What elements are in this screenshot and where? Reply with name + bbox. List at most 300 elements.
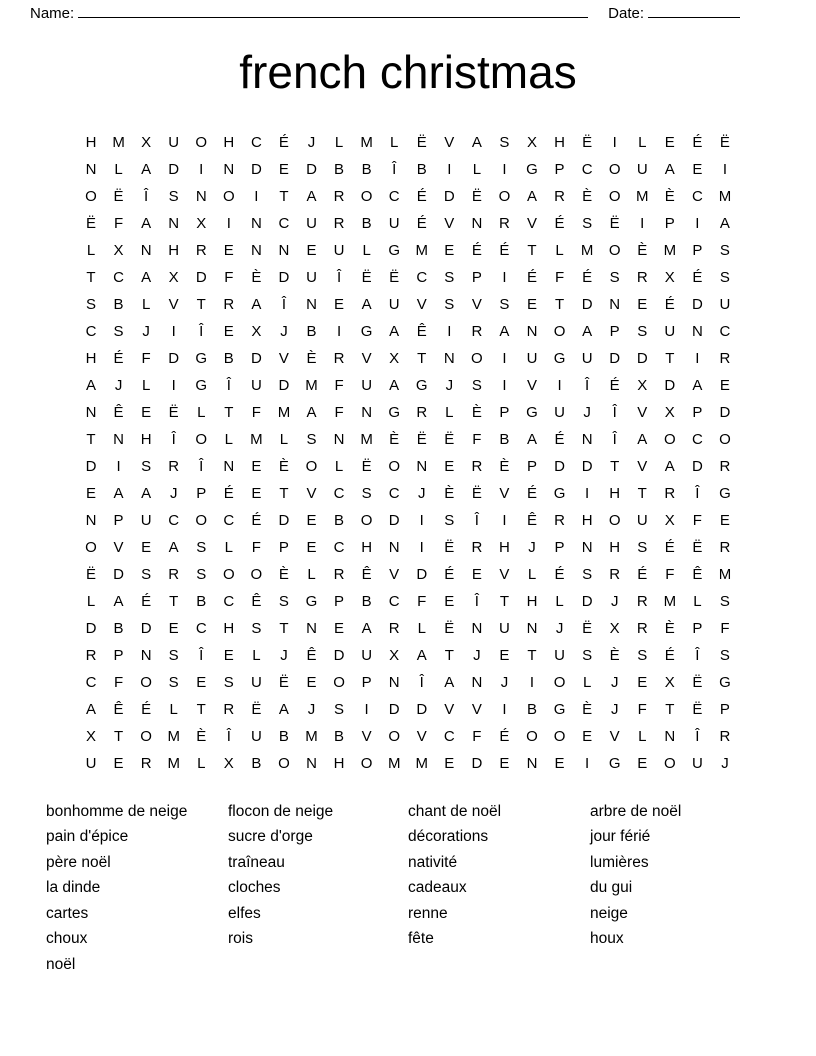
- grid-cell[interactable]: Î: [199, 457, 204, 475]
- grid-cell[interactable]: E: [85, 484, 96, 502]
- grid-cell[interactable]: E: [637, 673, 648, 691]
- grid-cell[interactable]: L: [334, 457, 344, 475]
- grid-cell[interactable]: T: [665, 700, 675, 718]
- grid-cell[interactable]: I: [722, 160, 728, 178]
- grid-cell[interactable]: È: [582, 700, 593, 718]
- word-list-item[interactable]: arbre de noël: [590, 802, 682, 820]
- grid-cell[interactable]: I: [585, 484, 590, 502]
- grid-cell[interactable]: I: [502, 376, 507, 394]
- grid-cell[interactable]: S: [168, 187, 179, 205]
- grid-cell[interactable]: A: [526, 430, 537, 448]
- grid-cell[interactable]: F: [472, 727, 482, 745]
- grid-cell[interactable]: M: [663, 592, 677, 610]
- grid-cell[interactable]: N: [85, 511, 97, 529]
- grid-cell[interactable]: Î: [695, 727, 700, 745]
- grid-cell[interactable]: V: [499, 565, 510, 583]
- grid-cell[interactable]: O: [140, 727, 152, 745]
- grid-cell[interactable]: Ê: [526, 511, 537, 529]
- grid-cell[interactable]: V: [609, 727, 620, 745]
- grid-cell[interactable]: S: [278, 592, 289, 610]
- grid-cell[interactable]: É: [223, 484, 234, 502]
- grid-cell[interactable]: S: [499, 295, 510, 313]
- word-list-item[interactable]: cartes: [46, 904, 89, 922]
- grid-cell[interactable]: V: [637, 457, 648, 475]
- grid-cell[interactable]: X: [664, 511, 675, 529]
- grid-cell[interactable]: I: [419, 538, 424, 556]
- grid-cell[interactable]: G: [719, 484, 731, 502]
- grid-cell[interactable]: S: [196, 565, 207, 583]
- grid-cell[interactable]: E: [692, 160, 703, 178]
- grid-cell[interactable]: P: [554, 538, 565, 556]
- grid-cell[interactable]: R: [554, 187, 565, 205]
- grid-cell[interactable]: Î: [281, 295, 287, 313]
- grid-cell[interactable]: N: [250, 214, 262, 232]
- grid-cell[interactable]: R: [168, 565, 180, 583]
- grid-cell[interactable]: U: [85, 754, 97, 772]
- grid-cell[interactable]: L: [417, 619, 426, 637]
- grid-cell[interactable]: Î: [585, 376, 590, 394]
- grid-cell[interactable]: A: [85, 376, 96, 394]
- grid-cell[interactable]: V: [416, 295, 427, 313]
- grid-cell[interactable]: E: [444, 592, 455, 610]
- grid-cell[interactable]: Ë: [85, 565, 96, 583]
- grid-cell[interactable]: P: [692, 241, 703, 259]
- grid-cell[interactable]: G: [553, 484, 566, 502]
- grid-cell[interactable]: C: [416, 268, 428, 286]
- grid-cell[interactable]: R: [609, 565, 621, 583]
- grid-cell[interactable]: E: [306, 673, 317, 691]
- grid-cell[interactable]: N: [361, 403, 373, 421]
- grid-cell[interactable]: N: [140, 241, 152, 259]
- grid-cell[interactable]: A: [113, 592, 124, 610]
- grid-cell[interactable]: H: [609, 484, 621, 502]
- grid-cell[interactable]: E: [223, 646, 234, 664]
- grid-cell[interactable]: Ê: [416, 322, 427, 340]
- grid-cell[interactable]: T: [610, 457, 620, 475]
- grid-cell[interactable]: S: [499, 133, 510, 151]
- grid-cell[interactable]: Ë: [471, 187, 482, 205]
- grid-cell[interactable]: B: [416, 160, 427, 178]
- grid-cell[interactable]: C: [388, 592, 400, 610]
- grid-cell[interactable]: C: [719, 322, 731, 340]
- grid-cell[interactable]: A: [389, 322, 400, 340]
- grid-cell[interactable]: I: [447, 160, 452, 178]
- grid-cell[interactable]: D: [388, 511, 400, 529]
- grid-cell[interactable]: N: [471, 673, 483, 691]
- grid-cell[interactable]: P: [554, 160, 565, 178]
- grid-cell[interactable]: U: [581, 349, 593, 367]
- grid-cell[interactable]: U: [250, 376, 262, 394]
- grid-cell[interactable]: A: [444, 673, 455, 691]
- grid-cell[interactable]: E: [113, 754, 124, 772]
- grid-cell[interactable]: A: [526, 187, 537, 205]
- grid-cell[interactable]: Ê: [113, 403, 124, 421]
- grid-cell[interactable]: S: [719, 592, 730, 610]
- grid-cell[interactable]: D: [554, 457, 565, 475]
- grid-cell[interactable]: S: [609, 268, 620, 286]
- grid-cell[interactable]: L: [224, 538, 233, 556]
- grid-cell[interactable]: C: [388, 484, 400, 502]
- grid-cell[interactable]: X: [637, 376, 648, 394]
- grid-cell[interactable]: A: [141, 268, 152, 286]
- grid-cell[interactable]: P: [113, 646, 124, 664]
- grid-cell[interactable]: V: [444, 133, 455, 151]
- grid-cell[interactable]: V: [526, 214, 537, 232]
- grid-cell[interactable]: C: [85, 322, 97, 340]
- grid-cell[interactable]: B: [334, 160, 345, 178]
- grid-cell[interactable]: D: [250, 160, 262, 178]
- grid-cell[interactable]: P: [196, 484, 207, 502]
- grid-cell[interactable]: D: [278, 376, 290, 394]
- grid-cell[interactable]: D: [333, 646, 345, 664]
- grid-cell[interactable]: M: [305, 727, 318, 745]
- grid-cell[interactable]: S: [85, 295, 96, 313]
- grid-cell[interactable]: A: [499, 322, 510, 340]
- grid-cell[interactable]: E: [141, 403, 152, 421]
- grid-cell[interactable]: O: [250, 565, 263, 583]
- grid-cell[interactable]: C: [168, 511, 180, 529]
- grid-cell[interactable]: Ë: [582, 133, 593, 151]
- grid-cell[interactable]: U: [361, 376, 373, 394]
- grid-cell[interactable]: U: [636, 511, 648, 529]
- grid-cell[interactable]: U: [168, 133, 180, 151]
- grid-cell[interactable]: N: [140, 646, 152, 664]
- grid-cell[interactable]: A: [692, 376, 703, 394]
- grid-cell[interactable]: G: [415, 376, 428, 394]
- grid-cell[interactable]: A: [278, 700, 289, 718]
- grid-cell[interactable]: O: [526, 727, 538, 745]
- grid-cell[interactable]: N: [168, 214, 180, 232]
- grid-cell[interactable]: N: [609, 295, 621, 313]
- grid-cell[interactable]: B: [361, 592, 372, 610]
- grid-cell[interactable]: U: [554, 403, 565, 421]
- grid-cell[interactable]: M: [305, 376, 318, 394]
- grid-cell[interactable]: R: [195, 241, 207, 259]
- grid-cell[interactable]: V: [526, 376, 537, 394]
- date-input-line[interactable]: [648, 4, 740, 18]
- grid-cell[interactable]: B: [526, 700, 537, 718]
- grid-cell[interactable]: L: [334, 133, 344, 151]
- grid-cell[interactable]: Î: [144, 187, 149, 205]
- grid-cell[interactable]: U: [306, 268, 317, 286]
- grid-cell[interactable]: N: [581, 538, 593, 556]
- grid-cell[interactable]: N: [664, 727, 676, 745]
- grid-cell[interactable]: I: [502, 700, 507, 718]
- grid-cell[interactable]: T: [554, 295, 565, 313]
- grid-cell[interactable]: Ë: [609, 214, 620, 232]
- grid-cell[interactable]: A: [251, 295, 262, 313]
- grid-cell[interactable]: V: [168, 295, 179, 313]
- grid-cell[interactable]: F: [334, 403, 344, 421]
- grid-cell[interactable]: E: [719, 376, 730, 394]
- grid-cell[interactable]: X: [113, 241, 124, 259]
- grid-cell[interactable]: Ë: [416, 430, 427, 448]
- grid-cell[interactable]: F: [637, 700, 647, 718]
- grid-cell[interactable]: R: [223, 295, 235, 313]
- word-list-item[interactable]: lumières: [590, 853, 649, 871]
- grid-cell[interactable]: G: [553, 700, 566, 718]
- grid-cell[interactable]: J: [610, 592, 619, 610]
- grid-cell[interactable]: F: [665, 565, 675, 583]
- grid-cell[interactable]: X: [168, 268, 179, 286]
- grid-cell[interactable]: X: [196, 214, 207, 232]
- grid-cell[interactable]: H: [223, 619, 235, 637]
- grid-cell[interactable]: D: [581, 457, 593, 475]
- grid-cell[interactable]: R: [636, 619, 648, 637]
- grid-cell[interactable]: Ë: [444, 430, 455, 448]
- grid-cell[interactable]: N: [278, 241, 290, 259]
- grid-cell[interactable]: B: [361, 214, 372, 232]
- grid-cell[interactable]: V: [278, 349, 289, 367]
- grid-cell[interactable]: U: [691, 754, 703, 772]
- grid-cell[interactable]: H: [581, 511, 593, 529]
- grid-cell[interactable]: N: [388, 538, 400, 556]
- grid-cell[interactable]: É: [141, 592, 152, 610]
- grid-cell[interactable]: Ê: [113, 700, 124, 718]
- grid-cell[interactable]: O: [222, 565, 235, 583]
- grid-cell[interactable]: B: [251, 754, 262, 772]
- grid-cell[interactable]: X: [609, 619, 620, 637]
- grid-cell[interactable]: O: [388, 727, 401, 745]
- grid-cell[interactable]: H: [85, 349, 97, 367]
- grid-cell[interactable]: T: [527, 646, 537, 664]
- grid-cell[interactable]: É: [141, 700, 152, 718]
- grid-cell[interactable]: X: [251, 322, 262, 340]
- grid-cell[interactable]: M: [360, 430, 373, 448]
- grid-cell[interactable]: Ë: [582, 619, 593, 637]
- grid-cell[interactable]: E: [637, 754, 648, 772]
- grid-cell[interactable]: J: [555, 619, 564, 637]
- grid-cell[interactable]: O: [195, 511, 208, 529]
- grid-cell[interactable]: C: [223, 592, 235, 610]
- grid-cell[interactable]: Ê: [361, 565, 372, 583]
- grid-cell[interactable]: A: [113, 484, 124, 502]
- grid-cell[interactable]: T: [499, 592, 510, 610]
- grid-cell[interactable]: I: [336, 322, 342, 340]
- grid-cell[interactable]: G: [526, 403, 538, 421]
- grid-cell[interactable]: C: [691, 430, 703, 448]
- grid-cell[interactable]: Î: [612, 430, 617, 448]
- grid-cell[interactable]: U: [306, 214, 317, 232]
- word-list-item[interactable]: chant de noël: [408, 802, 502, 820]
- grid-cell[interactable]: D: [471, 754, 483, 772]
- grid-cell[interactable]: Ê: [692, 565, 703, 583]
- grid-cell[interactable]: G: [195, 349, 208, 367]
- grid-cell[interactable]: I: [171, 376, 176, 394]
- grid-cell[interactable]: S: [251, 619, 262, 637]
- grid-cell[interactable]: C: [333, 538, 345, 556]
- grid-cell[interactable]: O: [388, 457, 401, 475]
- grid-cell[interactable]: E: [251, 457, 262, 475]
- grid-cell[interactable]: Î: [392, 160, 397, 178]
- grid-cell[interactable]: È: [389, 430, 400, 448]
- grid-cell[interactable]: L: [555, 241, 564, 259]
- grid-cell[interactable]: R: [719, 349, 731, 367]
- grid-cell[interactable]: P: [692, 403, 703, 421]
- grid-cell[interactable]: O: [360, 511, 373, 529]
- grid-cell[interactable]: I: [585, 754, 590, 772]
- grid-cell[interactable]: T: [279, 484, 289, 502]
- grid-cell[interactable]: O: [553, 673, 566, 691]
- grid-cell[interactable]: N: [85, 403, 97, 421]
- grid-cell[interactable]: J: [280, 322, 288, 340]
- grid-cell[interactable]: V: [637, 403, 648, 421]
- grid-cell[interactable]: I: [502, 349, 507, 367]
- grid-cell[interactable]: S: [361, 484, 372, 502]
- grid-cell[interactable]: R: [333, 349, 345, 367]
- grid-cell[interactable]: P: [719, 700, 730, 718]
- grid-cell[interactable]: O: [333, 673, 345, 691]
- grid-cell[interactable]: É: [251, 511, 262, 529]
- grid-cell[interactable]: G: [553, 349, 566, 367]
- grid-cell[interactable]: I: [695, 214, 700, 232]
- grid-cell[interactable]: M: [663, 241, 677, 259]
- grid-cell[interactable]: O: [719, 430, 731, 448]
- word-list-item[interactable]: bonhomme de neige: [46, 802, 188, 820]
- grid-cell[interactable]: Î: [336, 268, 342, 286]
- grid-cell[interactable]: D: [691, 295, 703, 313]
- grid-cell[interactable]: L: [197, 403, 206, 421]
- grid-cell[interactable]: R: [554, 511, 565, 529]
- grid-cell[interactable]: X: [85, 727, 96, 745]
- grid-cell[interactable]: E: [141, 538, 152, 556]
- grid-cell[interactable]: L: [197, 754, 206, 772]
- grid-cell[interactable]: S: [637, 646, 648, 664]
- grid-cell[interactable]: È: [499, 457, 510, 475]
- grid-cell[interactable]: E: [444, 457, 455, 475]
- grid-cell[interactable]: S: [637, 538, 648, 556]
- grid-cell[interactable]: Ë: [113, 187, 124, 205]
- grid-cell[interactable]: A: [719, 214, 730, 232]
- grid-cell[interactable]: G: [719, 673, 731, 691]
- grid-cell[interactable]: P: [278, 538, 289, 556]
- word-list-item[interactable]: jour férié: [590, 828, 651, 846]
- grid-cell[interactable]: O: [278, 754, 290, 772]
- grid-cell[interactable]: N: [223, 160, 235, 178]
- grid-cell[interactable]: G: [195, 376, 208, 394]
- grid-cell[interactable]: H: [499, 538, 510, 556]
- grid-cell[interactable]: Ë: [168, 403, 179, 421]
- grid-cell[interactable]: O: [195, 133, 208, 151]
- grid-cell[interactable]: S: [168, 673, 179, 691]
- word-list-item[interactable]: traîneau: [228, 853, 285, 871]
- grid-cell[interactable]: F: [472, 430, 482, 448]
- grid-cell[interactable]: P: [471, 268, 482, 286]
- grid-cell[interactable]: E: [306, 538, 317, 556]
- word-list-item[interactable]: elfes: [228, 904, 261, 922]
- grid-cell[interactable]: C: [223, 511, 235, 529]
- grid-cell[interactable]: G: [526, 160, 538, 178]
- grid-cell[interactable]: P: [692, 619, 703, 637]
- grid-cell[interactable]: U: [388, 295, 400, 313]
- grid-cell[interactable]: Ê: [251, 592, 262, 610]
- grid-cell[interactable]: I: [502, 268, 507, 286]
- grid-cell[interactable]: V: [416, 727, 427, 745]
- grid-cell[interactable]: B: [113, 295, 124, 313]
- grid-cell[interactable]: B: [361, 160, 372, 178]
- grid-cell[interactable]: X: [664, 403, 675, 421]
- grid-cell[interactable]: M: [112, 133, 125, 151]
- grid-cell[interactable]: I: [254, 187, 259, 205]
- grid-cell[interactable]: Ë: [444, 619, 455, 637]
- grid-cell[interactable]: S: [444, 295, 455, 313]
- grid-cell[interactable]: S: [719, 268, 730, 286]
- grid-cell[interactable]: G: [388, 241, 401, 259]
- grid-cell[interactable]: O: [608, 511, 621, 529]
- grid-cell[interactable]: G: [388, 403, 401, 421]
- grid-cell[interactable]: U: [554, 646, 565, 664]
- grid-cell[interactable]: G: [305, 592, 318, 610]
- grid-cell[interactable]: F: [113, 214, 124, 232]
- grid-cell[interactable]: S: [582, 646, 593, 664]
- grid-cell[interactable]: M: [387, 754, 401, 772]
- grid-cell[interactable]: È: [251, 268, 262, 286]
- grid-cell[interactable]: U: [664, 322, 676, 340]
- grid-cell[interactable]: N: [306, 295, 317, 313]
- grid-cell[interactable]: S: [637, 322, 648, 340]
- grid-cell[interactable]: É: [664, 646, 675, 664]
- grid-cell[interactable]: H: [168, 241, 180, 259]
- grid-cell[interactable]: M: [360, 133, 373, 151]
- grid-cell[interactable]: È: [444, 484, 455, 502]
- grid-cell[interactable]: È: [582, 187, 593, 205]
- grid-cell[interactable]: E: [582, 727, 593, 745]
- grid-cell[interactable]: A: [141, 160, 152, 178]
- grid-cell[interactable]: I: [502, 511, 507, 529]
- grid-cell[interactable]: É: [416, 187, 427, 205]
- grid-cell[interactable]: É: [664, 295, 675, 313]
- grid-cell[interactable]: S: [196, 538, 207, 556]
- grid-cell[interactable]: J: [445, 376, 454, 394]
- grid-cell[interactable]: C: [250, 133, 262, 151]
- word-list-item[interactable]: pain d'épice: [46, 828, 129, 846]
- grid-cell[interactable]: D: [168, 349, 180, 367]
- grid-cell[interactable]: Î: [226, 376, 231, 394]
- grid-cell[interactable]: P: [499, 403, 510, 421]
- grid-cell[interactable]: S: [141, 565, 152, 583]
- grid-cell[interactable]: E: [471, 565, 482, 583]
- grid-cell[interactable]: G: [360, 322, 373, 340]
- grid-cell[interactable]: U: [526, 349, 538, 367]
- grid-cell[interactable]: R: [140, 754, 152, 772]
- grid-cell[interactable]: D: [113, 565, 124, 583]
- grid-cell[interactable]: L: [555, 592, 564, 610]
- grid-cell[interactable]: Î: [199, 646, 204, 664]
- grid-cell[interactable]: Î: [474, 511, 479, 529]
- word-list-item[interactable]: nativité: [408, 853, 458, 871]
- grid-cell[interactable]: N: [85, 160, 97, 178]
- grid-cell[interactable]: X: [141, 133, 152, 151]
- grid-cell[interactable]: U: [636, 160, 648, 178]
- grid-cell[interactable]: M: [636, 187, 649, 205]
- grid-cell[interactable]: H: [85, 133, 97, 151]
- grid-cell[interactable]: E: [526, 295, 537, 313]
- grid-cell[interactable]: P: [526, 457, 537, 475]
- grid-cell[interactable]: Ê: [306, 646, 317, 664]
- grid-cell[interactable]: V: [113, 538, 124, 556]
- grid-cell[interactable]: M: [415, 754, 428, 772]
- grid-cell[interactable]: O: [663, 430, 676, 448]
- grid-cell[interactable]: F: [251, 403, 261, 421]
- grid-cell[interactable]: L: [638, 727, 647, 745]
- grid-cell[interactable]: C: [691, 187, 703, 205]
- grid-cell[interactable]: I: [529, 673, 535, 691]
- grid-cell[interactable]: E: [196, 673, 207, 691]
- grid-cell[interactable]: J: [142, 322, 150, 340]
- grid-cell[interactable]: X: [526, 133, 537, 151]
- grid-cell[interactable]: S: [444, 268, 455, 286]
- grid-cell[interactable]: Î: [171, 430, 176, 448]
